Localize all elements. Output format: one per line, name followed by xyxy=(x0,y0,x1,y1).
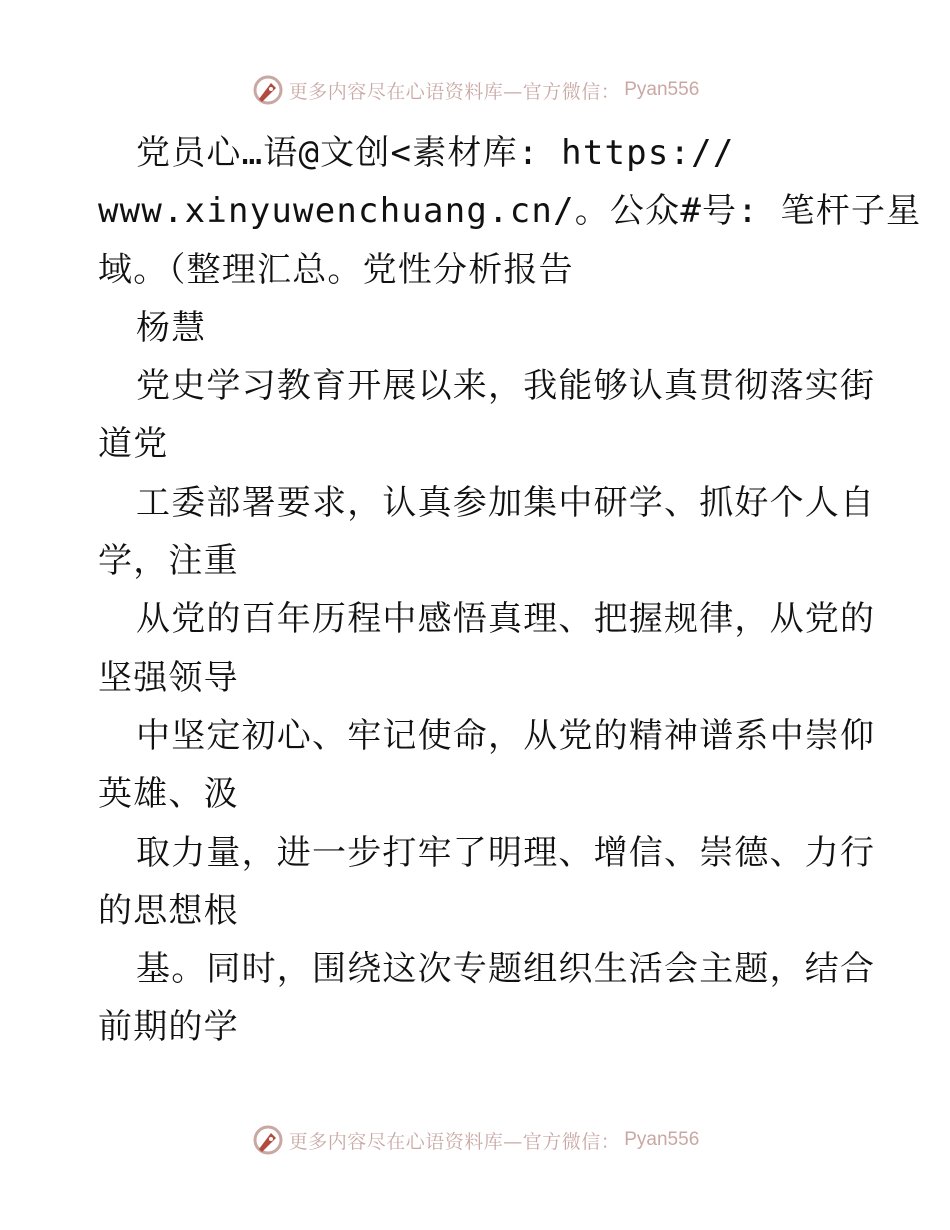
pen-nib-logo-icon xyxy=(251,73,285,107)
text-line: 从党的百年历程中感悟真理、把握规律，从党的 xyxy=(136,599,876,640)
footer-banner-inner xyxy=(251,1123,700,1157)
text-line: 英雄、汲 xyxy=(98,774,239,815)
text-line: 中坚定初心、牢记使命，从党的精神谱系中崇仰 xyxy=(136,715,876,756)
text-line: 域。（整理汇总。党性分析报告 xyxy=(98,249,574,290)
text-line: 基。同时，围绕这次专题组织生活会主题，结合 xyxy=(136,949,876,990)
text-line: 党史学习教育开展以来，我能够认真贯彻落实街 xyxy=(136,366,876,407)
text-line: 工委部署要求，认真参加集中研学、抓好个人自 xyxy=(136,482,876,523)
text-line: 党员心…语@文创<素材库: https:// xyxy=(136,133,735,173)
pen-nib-logo-icon xyxy=(251,1123,285,1157)
text-line: 坚强领导 xyxy=(98,657,239,698)
text-line: 前期的学 xyxy=(98,1007,239,1048)
footer-banner xyxy=(0,1120,950,1160)
text-line: 道党 xyxy=(98,424,169,465)
text-line: 取力量，进一步打牢了明理、增信、崇德、力行 xyxy=(136,832,876,873)
banner-wechat-id: Pyan556 xyxy=(624,79,700,100)
document-body xyxy=(98,124,922,1057)
header-banner-inner xyxy=(251,73,700,107)
banner-text: 更多内容尽在心语资料库—官方微信： xyxy=(288,80,621,103)
banner-text: 更多内容尽在心语资料库—官方微信： xyxy=(288,1130,621,1153)
header-banner xyxy=(0,70,950,110)
text-line: 的思想根 xyxy=(98,890,239,931)
text-line: 学，注重 xyxy=(98,541,239,582)
banner-wechat-id: Pyan556 xyxy=(624,1129,700,1150)
author-name: 杨慧 xyxy=(136,307,207,348)
text-line: www.xinyuwenchuang.cn/。公众#号: 笔杆子星 xyxy=(98,191,922,232)
